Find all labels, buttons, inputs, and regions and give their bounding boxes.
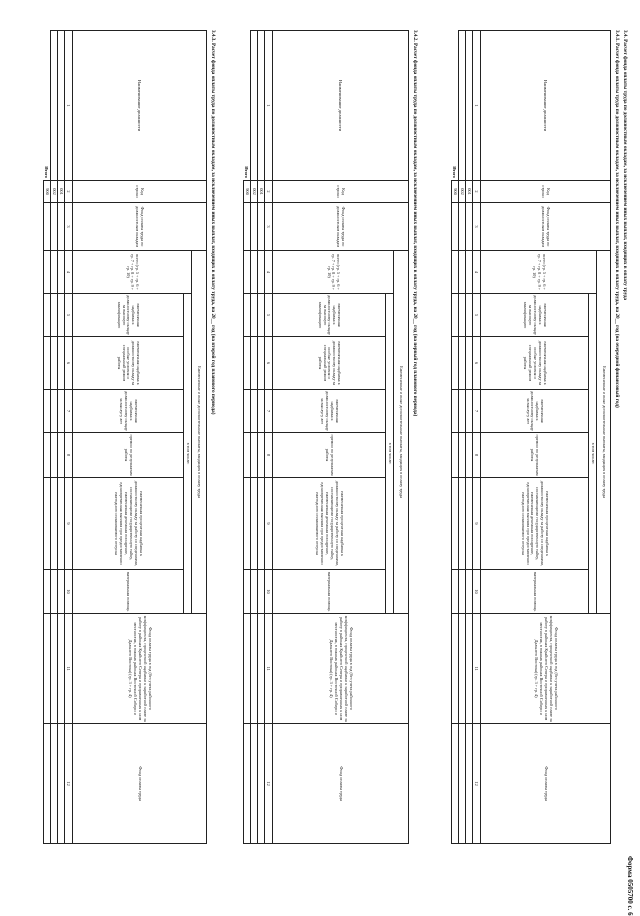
data-cell[interactable] [58, 251, 65, 294]
data-cell[interactable] [251, 294, 258, 337]
header-line-code: Код строки [481, 181, 611, 203]
section-title: 3.4.1. Расчет фонда оплаты труда по должностным окладам, за исключением иных выплат, входящих в оплату труда, на 20__ год (на очередной финансовый год) [614, 30, 620, 408]
data-cell[interactable] [51, 294, 58, 337]
data-cell[interactable] [459, 251, 466, 294]
data-cell[interactable] [258, 570, 265, 614]
header-line-code: Код строки [273, 181, 409, 203]
data-cell[interactable] [452, 433, 459, 478]
data-cell[interactable] [44, 251, 51, 294]
header-special-conditions-bonus: ежемесячная надбавка к должностному окладу за особые условия и специальный режим работы [481, 337, 589, 390]
column-number: 3 [473, 203, 481, 251]
position-name-cell[interactable] [251, 31, 258, 181]
data-cell[interactable] [459, 337, 466, 390]
data-cell[interactable] [51, 390, 58, 433]
data-cell[interactable] [251, 337, 258, 390]
header-special-conditions-bonus: ежемесячная надбавка к должностному окладу за особые условия и специальный режим работы [273, 337, 386, 390]
header-material-aid: материальная помощь [481, 570, 589, 614]
column-number: 9 [473, 478, 481, 570]
column-number: 10 [473, 570, 481, 614]
header-in-that-number: в том числе: [386, 294, 394, 614]
data-cell[interactable] [51, 724, 58, 844]
header-total: всего (гр. 5 + гр. 6 + гр. 7 + гр. 8 + гр. 9 + гр. 10) [481, 251, 597, 294]
header-wage-fund: Фонд оплаты труда [73, 724, 207, 844]
data-cell[interactable] [466, 478, 473, 570]
data-cell[interactable] [251, 203, 258, 251]
line-code-cell: 002 [251, 181, 258, 203]
column-number: 10 [65, 570, 73, 614]
header-qualification-bonus: ежемесячная надбавка к должностному окладу за высокую квалификацию [273, 294, 386, 337]
column-number: 8 [473, 433, 481, 478]
header-in-that-number: в том числе: [184, 294, 192, 614]
data-cell[interactable] [466, 614, 473, 724]
data-cell[interactable] [51, 337, 58, 390]
column-number: 7 [265, 390, 273, 433]
header-secrecy-bonus: ежемесячная процентная надбавка к должностному окладу за работу со сведениями, составляющими государственную тайну, ежемесячная денежная поощрение, единовременная выплата при предоставлении ежегодного оплачиваемого отпуска [481, 478, 589, 570]
data-cell[interactable] [51, 203, 58, 251]
data-cell[interactable] [244, 203, 251, 251]
table-row [58, 31, 65, 844]
column-number: 6 [265, 337, 273, 390]
total-row [44, 31, 51, 844]
table-row [51, 31, 58, 844]
data-cell[interactable] [251, 724, 258, 844]
data-cell[interactable] [466, 724, 473, 844]
column-number: 12 [65, 724, 73, 844]
table-row [258, 31, 265, 844]
line-code-cell: 001 [466, 181, 473, 203]
column-number: 1 [65, 31, 73, 181]
column-numbers-row [473, 31, 481, 844]
data-cell[interactable] [251, 390, 258, 433]
header-material-aid: материальная помощь [273, 570, 386, 614]
data-cell[interactable] [452, 724, 459, 844]
line-code-cell: 001 [58, 181, 65, 203]
data-cell[interactable] [258, 433, 265, 478]
header-annual-fund: Фонд оплаты труда в год (без учета районного коэффициента, процентной надбавки к заработной плате за работу в районах Крайнего Севера и приравненных к ним местностях, в южных районах Восточной Сибири и Дальнего Востока) (гр. 3 + гр. 4) [273, 614, 409, 724]
section-title: 3.4.3. Расчет фонда оплаты труда по должностным окладам, за исключением иных выплат, входящих в оплату труда, на 20__ год (на второй год планового периода) [210, 30, 216, 415]
total-code-cell: 900 [44, 181, 51, 203]
data-cell[interactable] [459, 614, 466, 724]
data-cell[interactable] [251, 433, 258, 478]
data-cell[interactable] [452, 614, 459, 724]
data-cell[interactable] [452, 203, 459, 251]
column-number: 1 [473, 31, 481, 181]
data-cell[interactable] [452, 570, 459, 614]
column-number: 3 [65, 203, 73, 251]
data-cell[interactable] [466, 433, 473, 478]
data-cell[interactable] [258, 251, 265, 294]
data-cell[interactable] [58, 614, 65, 724]
section-title: 3.4.2. Расчет фонда оплаты труда по должностным окладам, за исключением иных выплат, входящих в оплату труда, на 20__ год (на первый год планового периода) [412, 30, 418, 417]
header-wage-fund: Фонд оплаты труда [273, 724, 409, 844]
header-position-name: Наименование должности [73, 31, 207, 181]
data-cell[interactable] [58, 478, 65, 570]
data-cell[interactable] [44, 614, 51, 724]
header-line-code: Код строки [73, 181, 207, 203]
header-wage-fund: Фонд оплаты труда [481, 724, 611, 844]
column-number: 9 [65, 478, 73, 570]
wage-fund-table [243, 30, 409, 844]
data-cell[interactable] [466, 390, 473, 433]
column-number: 6 [65, 337, 73, 390]
data-cell[interactable] [58, 294, 65, 337]
data-cell[interactable] [44, 294, 51, 337]
wage-fund-table [43, 30, 207, 844]
data-cell[interactable] [466, 203, 473, 251]
form-code: Форма 0505700 с. 6 [626, 856, 634, 916]
data-cell[interactable] [459, 390, 466, 433]
column-number: 3 [265, 203, 273, 251]
data-cell[interactable] [244, 251, 251, 294]
data-cell[interactable] [51, 433, 58, 478]
header-position-name: Наименование должности [273, 31, 409, 181]
total-row [244, 31, 251, 844]
data-cell[interactable] [44, 724, 51, 844]
column-number: 12 [473, 724, 481, 844]
data-cell[interactable] [58, 433, 65, 478]
header-total: всего (гр. 5 + гр. 6 + гр. 7 + гр. 8 + гр. 9 + гр. 10) [273, 251, 394, 294]
data-cell[interactable] [459, 433, 466, 478]
column-number: 5 [473, 294, 481, 337]
column-number: 10 [265, 570, 273, 614]
data-cell[interactable] [258, 294, 265, 337]
data-cell[interactable] [244, 294, 251, 337]
data-cell[interactable] [51, 478, 58, 570]
table-row [251, 31, 258, 844]
data-cell[interactable] [244, 724, 251, 844]
header-total: всего (гр. 5 + гр. 6 + гр. 7 + гр. 8 + гр. 9 + гр. 10) [73, 251, 192, 294]
column-number: 4 [65, 251, 73, 294]
header-performance-bonus: премии по результатам работы [273, 433, 386, 478]
data-cell[interactable] [51, 570, 58, 614]
data-cell[interactable] [44, 337, 51, 390]
header-extra-payments-group: Ежемесячные и иные дополнительные выплаты, входящих в оплату труда [394, 251, 409, 614]
total-label: Итого [44, 31, 51, 181]
header-seniority-bonus: ежемесячная надбавка к должностному окладу за выслугу лет [481, 390, 589, 433]
table-row [466, 31, 473, 844]
position-name-cell[interactable] [459, 31, 466, 181]
header-performance-bonus: премии по результатам работы [73, 433, 184, 478]
column-number: 11 [473, 614, 481, 724]
data-cell[interactable] [466, 337, 473, 390]
header-seniority-bonus: ежемесячная надбавка к должностному окладу за выслугу лет [73, 390, 184, 433]
data-cell[interactable] [251, 614, 258, 724]
column-number: 12 [265, 724, 273, 844]
data-cell[interactable] [58, 203, 65, 251]
line-code-cell: 002 [459, 181, 466, 203]
data-cell[interactable] [452, 337, 459, 390]
header-qualification-bonus: ежемесячная надбавка к должностному окладу за высокую квалификацию [481, 294, 589, 337]
data-cell[interactable] [459, 570, 466, 614]
header-performance-bonus: премии по результатам работы [481, 433, 589, 478]
header-position-name: Наименование должности [481, 31, 611, 181]
data-cell[interactable] [244, 390, 251, 433]
data-cell[interactable] [459, 724, 466, 844]
data-cell[interactable] [58, 570, 65, 614]
column-number: 2 [473, 181, 481, 203]
data-cell[interactable] [244, 614, 251, 724]
data-cell[interactable] [459, 203, 466, 251]
header-fund-salary: Фонд оплаты труда по должностным окладам [273, 203, 409, 251]
line-code-cell: 001 [258, 181, 265, 203]
header-fund-salary: Фонд оплаты труда по должностным окладам [73, 203, 207, 251]
column-number: 4 [265, 251, 273, 294]
column-number: 5 [265, 294, 273, 337]
data-cell[interactable] [51, 251, 58, 294]
total-label: Итого [244, 31, 251, 181]
total-code-cell: 900 [244, 181, 251, 203]
header-special-conditions-bonus: ежемесячная надбавка к должностному окладу за особые условия и специальный режим работы [73, 337, 184, 390]
column-number: 7 [65, 390, 73, 433]
column-number: 8 [65, 433, 73, 478]
data-cell[interactable] [452, 294, 459, 337]
data-cell[interactable] [244, 570, 251, 614]
data-cell[interactable] [251, 570, 258, 614]
header-qualification-bonus: ежемесячная надбавка к должностному окладу за высокую квалификацию [73, 294, 184, 337]
total-code-cell: 900 [452, 181, 459, 203]
header-in-that-number: в том числе: [589, 294, 597, 614]
line-code-cell: 002 [51, 181, 58, 203]
total-row [452, 31, 459, 844]
header-fund-salary: Фонд оплаты труда по должностным окладам [481, 203, 611, 251]
header-annual-fund: Фонд оплаты труда в год (без учета районного коэффициента, процентной надбавки к заработной плате за работу в районах Крайнего Севера и приравненных к ним местностях, в южных районах Восточной Сибири и Дальнего Востока) (гр. 3 + гр. 4) [481, 614, 611, 724]
position-name-cell[interactable] [51, 31, 58, 181]
position-name-cell[interactable] [258, 31, 265, 181]
data-cell[interactable] [466, 570, 473, 614]
header-material-aid: материальная помощь [73, 570, 184, 614]
main-heading: 3.4. Расчет фонда оплаты труда по должностным окладам, за исключением иных выплат, входящих в оплату труда [622, 30, 628, 301]
position-name-cell[interactable] [58, 31, 65, 181]
data-cell[interactable] [244, 478, 251, 570]
data-cell[interactable] [58, 724, 65, 844]
data-cell[interactable] [452, 390, 459, 433]
column-number: 11 [65, 614, 73, 724]
header-secrecy-bonus: ежемесячная процентная надбавка к должностному окладу за работу со сведениями, составляющими государственную тайну, ежемесячная денежная поощрение, единовременная выплата при предоставлении ежегодного оплачиваемого отпуска [73, 478, 184, 570]
data-cell[interactable] [459, 294, 466, 337]
position-name-cell[interactable] [466, 31, 473, 181]
data-cell[interactable] [452, 478, 459, 570]
data-cell[interactable] [44, 478, 51, 570]
data-cell[interactable] [58, 390, 65, 433]
data-cell[interactable] [58, 337, 65, 390]
header-extra-payments-group: Ежемесячные и иные дополнительные выплаты, входящих в оплату труда [597, 251, 611, 614]
column-number: 7 [473, 390, 481, 433]
wage-fund-table [451, 30, 611, 844]
data-cell[interactable] [459, 478, 466, 570]
column-number: 4 [473, 251, 481, 294]
data-cell[interactable] [258, 614, 265, 724]
data-cell[interactable] [44, 203, 51, 251]
column-numbers-row [265, 31, 273, 844]
data-cell[interactable] [258, 337, 265, 390]
header-annual-fund: Фонд оплаты труда в год (без учета районного коэффициента, процентной надбавки к заработной плате за работу в районах Крайнего Севера и приравненных к ним местностях, в южных районах Восточной Сибири и Дальнего Востока) (гр. 3 + гр. 4) [73, 614, 207, 724]
data-cell[interactable] [44, 433, 51, 478]
data-cell[interactable] [466, 251, 473, 294]
data-cell[interactable] [51, 614, 58, 724]
column-number: 5 [65, 294, 73, 337]
column-number: 1 [265, 31, 273, 181]
column-number: 11 [265, 614, 273, 724]
column-number: 6 [473, 337, 481, 390]
header-seniority-bonus: ежемесячная надбавка к должностному окладу за выслугу лет [273, 390, 386, 433]
header-extra-payments-group: Ежемесячные и иные дополнительные выплаты, входящих в оплату труда [192, 251, 207, 614]
table-row [459, 31, 466, 844]
total-label: Итого [452, 31, 459, 181]
data-cell[interactable] [251, 251, 258, 294]
data-cell[interactable] [258, 203, 265, 251]
column-number: 2 [65, 181, 73, 203]
data-cell[interactable] [258, 478, 265, 570]
data-cell[interactable] [258, 390, 265, 433]
data-cell[interactable] [251, 478, 258, 570]
data-cell[interactable] [452, 251, 459, 294]
column-number: 2 [265, 181, 273, 203]
header-secrecy-bonus: ежемесячная процентная надбавка к должностному окладу за работу со сведениями, составляющими государственную тайну, ежемесячная денежная поощрение, единовременная выплата при предоставлении ежегодного оплачиваемого отпуска [273, 478, 386, 570]
data-cell[interactable] [258, 724, 265, 844]
data-cell[interactable] [244, 337, 251, 390]
data-cell[interactable] [466, 294, 473, 337]
data-cell[interactable] [44, 390, 51, 433]
data-cell[interactable] [44, 570, 51, 614]
column-number: 9 [265, 478, 273, 570]
column-number: 8 [265, 433, 273, 478]
data-cell[interactable] [244, 433, 251, 478]
column-numbers-row [65, 31, 73, 844]
